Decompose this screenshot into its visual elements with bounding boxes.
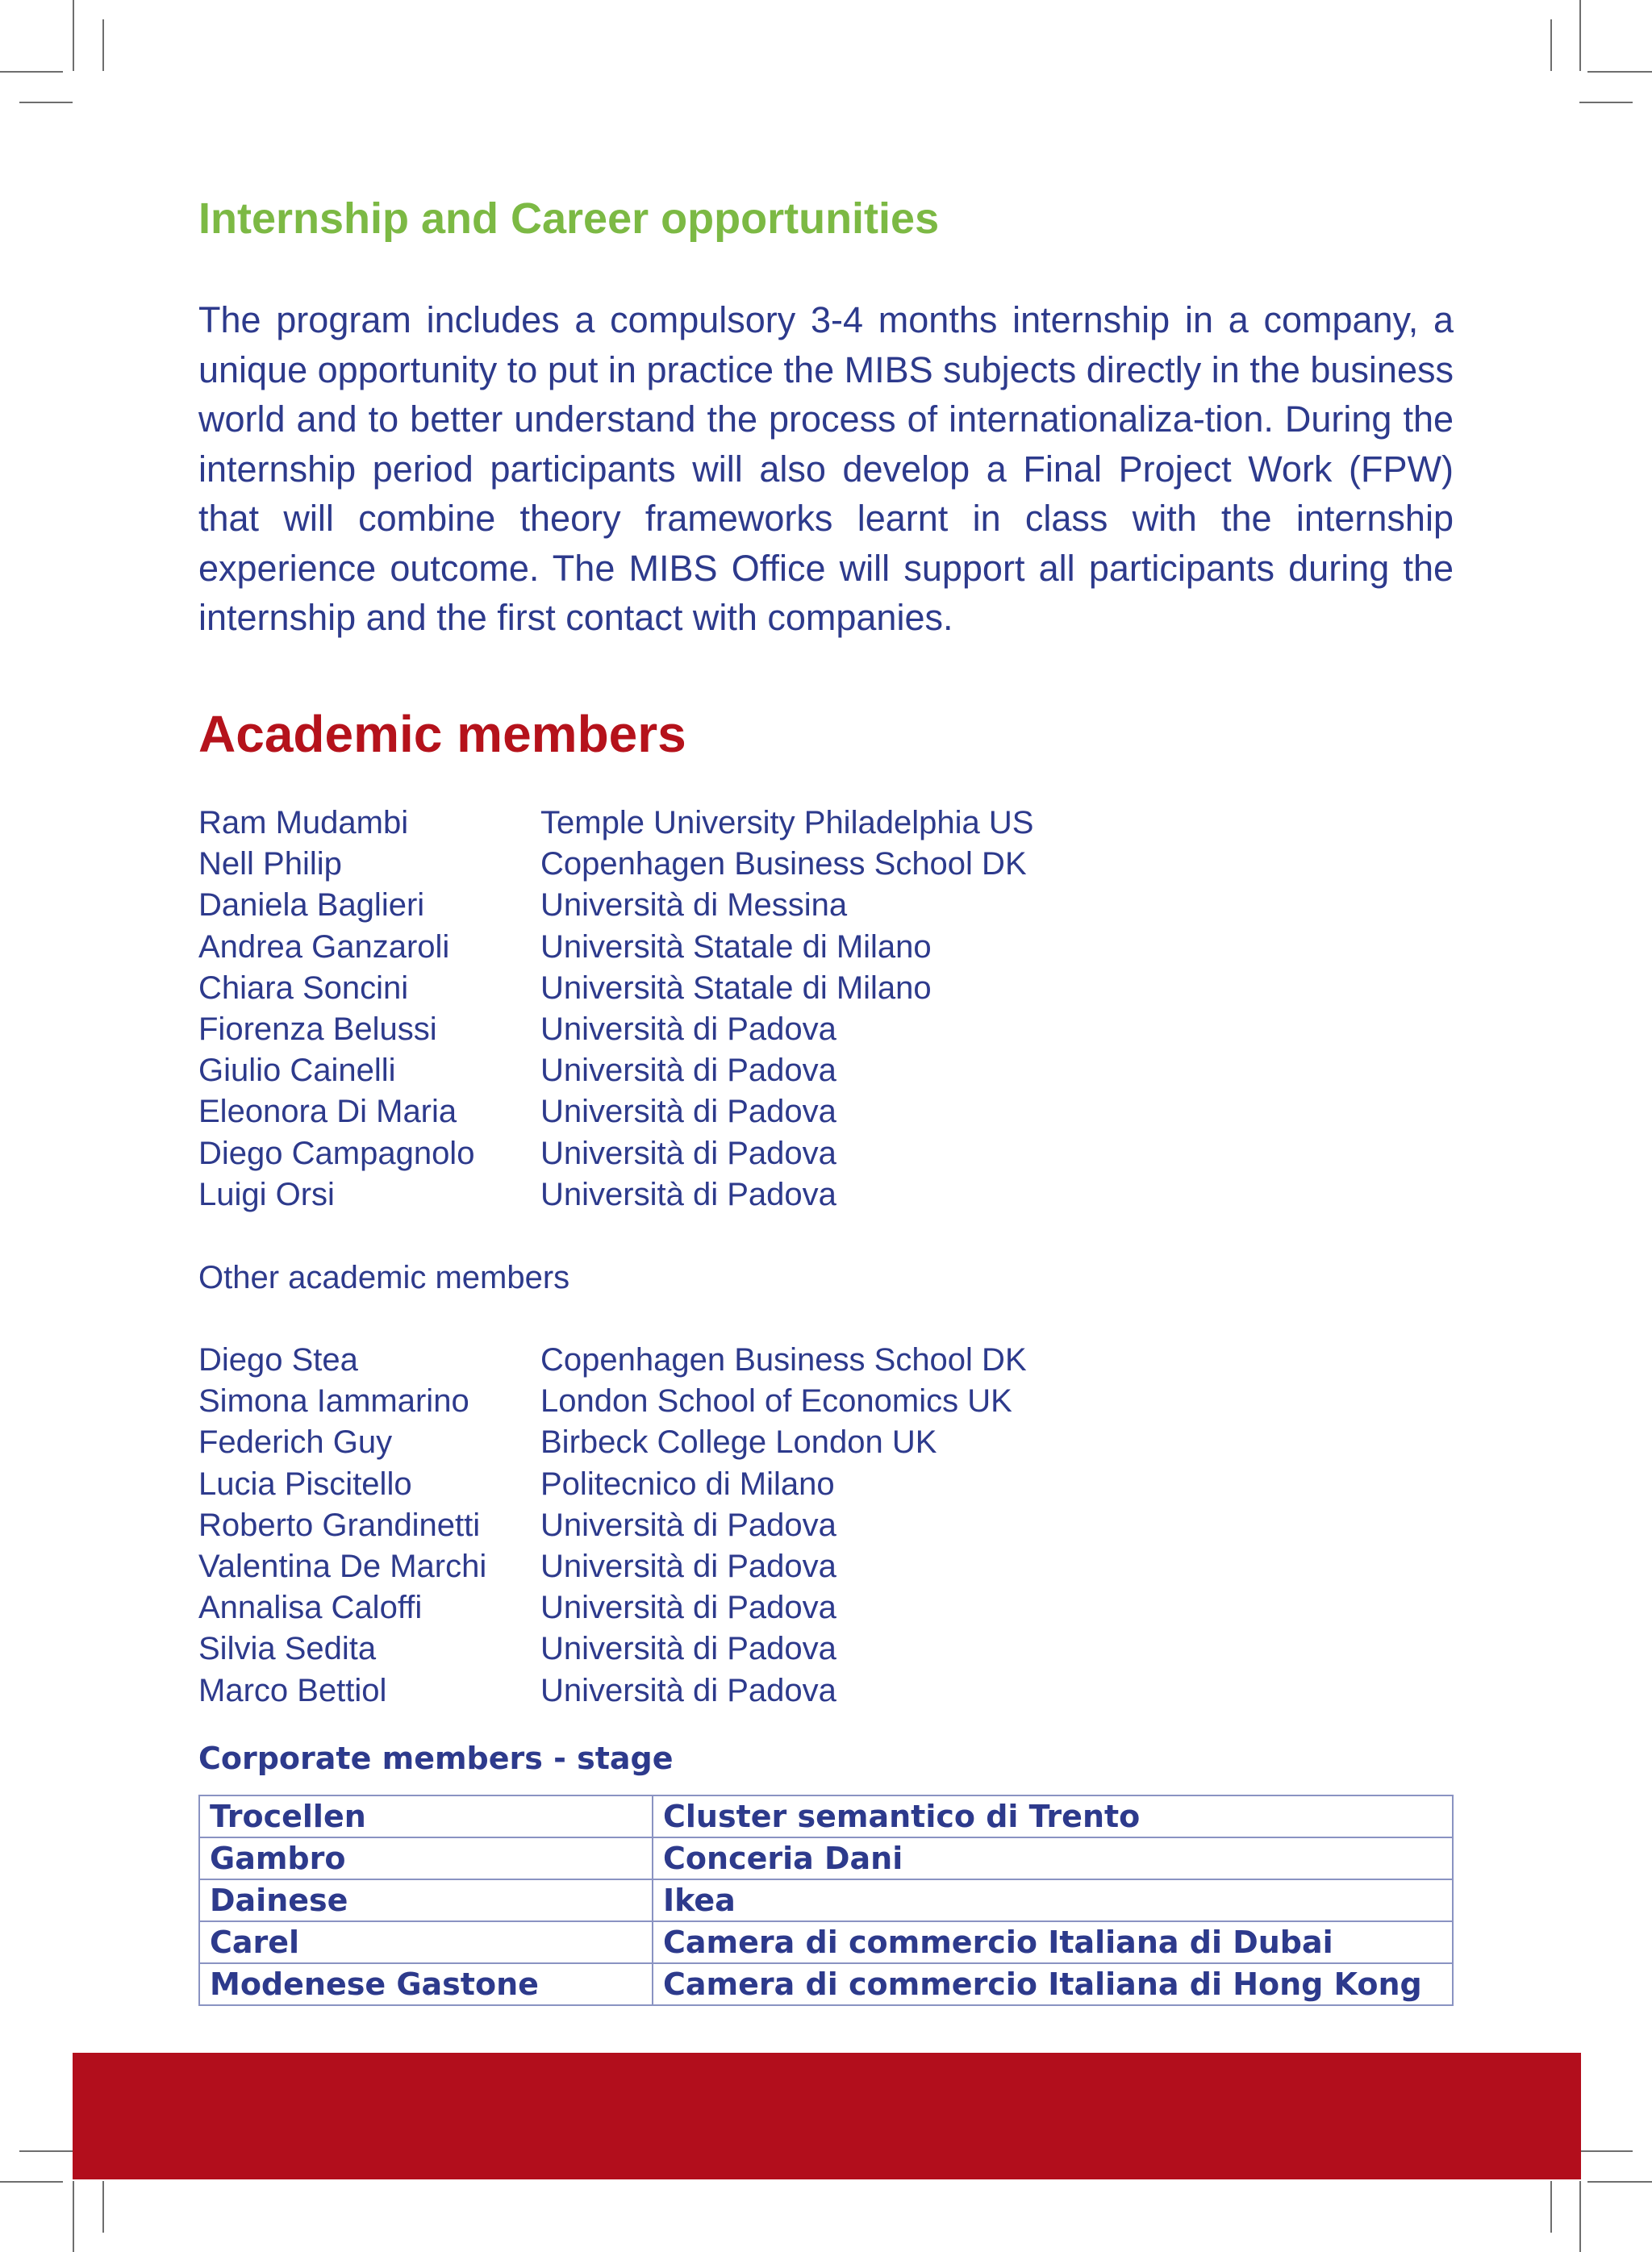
academic-members-list bbox=[198, 803, 1247, 1216]
list-item bbox=[198, 1133, 1247, 1174]
table-cell: Carel bbox=[199, 1921, 653, 1963]
member-name: Silvia Sedita bbox=[198, 1631, 377, 1667]
crop-mark bbox=[1550, 19, 1552, 71]
table-cell: Conceria Dani bbox=[653, 1837, 1453, 1879]
table-cell: Dainese bbox=[199, 1879, 653, 1921]
table-row bbox=[199, 1795, 1453, 1837]
member-name: Daniela Baglieri bbox=[198, 887, 425, 924]
crop-mark bbox=[1579, 2150, 1633, 2152]
footer-band bbox=[73, 2053, 1581, 2179]
crop-mark bbox=[102, 19, 104, 71]
member-affiliation: London School of Economics UK bbox=[540, 1383, 1012, 1420]
internship-paragraph: The program includes a compulsory 3-4 months internship in a company, a unique opportunity to put in practice the MIBS subjects directly in the business world and to better understand the process of internationaliza-tion. During the internship period participants will also develop a Final Project Work (FPW) that will combine theory frameworks learnt in class with the internship experience outcome. The MIBS Office will support all participants during the internship and the first contact with companies. bbox=[198, 299, 1454, 638]
list-item bbox=[198, 803, 1247, 844]
crop-mark bbox=[1579, 0, 1581, 71]
table-row bbox=[199, 1879, 1453, 1921]
crop-mark bbox=[73, 2181, 74, 2252]
member-affiliation: Università Statale di Milano bbox=[540, 928, 932, 965]
member-name: Giulio Cainelli bbox=[198, 1053, 396, 1089]
crop-mark bbox=[102, 2181, 104, 2233]
member-affiliation: Copenhagen Business School DK bbox=[540, 1342, 1027, 1378]
member-name: Roberto Grandinetti bbox=[198, 1507, 481, 1543]
crop-mark bbox=[1579, 2181, 1581, 2252]
crop-mark bbox=[1579, 102, 1633, 103]
member-affiliation: Università di Padova bbox=[540, 1672, 836, 1708]
member-affiliation: Università di Padova bbox=[540, 1053, 836, 1089]
member-affiliation: Università Statale di Milano bbox=[540, 970, 932, 1006]
crop-mark bbox=[0, 71, 63, 73]
member-name: Luigi Orsi bbox=[198, 1176, 335, 1212]
table-cell: Cluster semantico di Trento bbox=[653, 1795, 1453, 1837]
member-affiliation: Università di Padova bbox=[540, 1548, 836, 1584]
table-cell: Camera di commercio Italiana di Dubai bbox=[653, 1921, 1453, 1963]
crop-mark bbox=[1550, 2181, 1552, 2233]
list-item bbox=[198, 1340, 1247, 1381]
crop-mark bbox=[1587, 71, 1652, 73]
list-item bbox=[198, 1546, 1247, 1587]
list-item bbox=[198, 1670, 1247, 1712]
crop-mark bbox=[19, 102, 73, 103]
list-item bbox=[198, 1381, 1247, 1422]
list-item bbox=[198, 885, 1247, 926]
member-affiliation: Birbeck College London UK bbox=[540, 1424, 937, 1461]
member-name: Federich Guy bbox=[198, 1424, 393, 1461]
member-name: Andrea Ganzaroli bbox=[198, 928, 450, 965]
crop-mark bbox=[1587, 2181, 1652, 2183]
crop-mark bbox=[73, 0, 74, 71]
member-affiliation: Politecnico di Milano bbox=[540, 1466, 835, 1502]
table-row bbox=[199, 1921, 1453, 1963]
member-affiliation: Università di Padova bbox=[540, 1011, 836, 1047]
member-affiliation: Università di Padova bbox=[540, 1631, 836, 1667]
list-item bbox=[198, 1587, 1247, 1629]
member-affiliation: Università di Padova bbox=[540, 1176, 836, 1212]
member-affiliation: Università di Padova bbox=[540, 1135, 836, 1171]
list-item bbox=[198, 927, 1247, 968]
member-name: Marco Bettiol bbox=[198, 1672, 387, 1708]
table-cell: Trocellen bbox=[199, 1795, 653, 1837]
list-item bbox=[198, 1422, 1247, 1463]
list-item bbox=[198, 1505, 1247, 1546]
member-name: Diego Campagnolo bbox=[198, 1135, 475, 1171]
table-row bbox=[199, 1963, 1453, 2005]
member-affiliation: Università di Padova bbox=[540, 1590, 836, 1626]
member-affiliation: Temple University Philadelphia US bbox=[540, 805, 1034, 840]
crop-mark bbox=[19, 2150, 73, 2152]
list-item bbox=[198, 1050, 1247, 1091]
member-name: Annalisa Caloffi bbox=[198, 1590, 423, 1626]
other-academic-members-heading: Other academic members bbox=[198, 1260, 570, 1295]
member-name: Eleonora Di Maria bbox=[198, 1094, 457, 1130]
member-name: Ram Mudambi bbox=[198, 805, 409, 840]
table-row bbox=[199, 1837, 1453, 1879]
member-affiliation: Università di Messina bbox=[540, 887, 848, 924]
member-name: Nell Philip bbox=[198, 846, 342, 882]
list-item bbox=[198, 1629, 1247, 1670]
member-affiliation: Università di Padova bbox=[540, 1094, 836, 1130]
table-cell: Modenese Gastone bbox=[199, 1963, 653, 2005]
table-cell: Camera di commercio Italiana di Hong Kong bbox=[653, 1963, 1453, 2005]
table-cell: Gambro bbox=[199, 1837, 653, 1879]
member-name: Chiara Soncini bbox=[198, 970, 409, 1006]
corporate-members-heading: Corporate members - stage bbox=[198, 1741, 674, 1776]
member-name: Fiorenza Belussi bbox=[198, 1011, 437, 1047]
internship-heading: Internship and Career opportunities bbox=[198, 194, 940, 243]
member-name: Diego Stea bbox=[198, 1342, 358, 1378]
list-item bbox=[198, 844, 1247, 885]
crop-mark bbox=[0, 2181, 63, 2183]
member-name: Lucia Piscitello bbox=[198, 1466, 412, 1502]
member-name: Valentina De Marchi bbox=[198, 1548, 487, 1584]
list-item bbox=[198, 1464, 1247, 1505]
member-name: Simona Iammarino bbox=[198, 1383, 469, 1420]
list-item bbox=[198, 1174, 1247, 1216]
member-affiliation: Copenhagen Business School DK bbox=[540, 846, 1027, 882]
corporate-members-table bbox=[198, 1795, 1454, 2006]
academic-members-heading: Academic members bbox=[198, 705, 686, 763]
other-academic-members-list bbox=[198, 1340, 1247, 1712]
member-affiliation: Università di Padova bbox=[540, 1507, 836, 1543]
list-item bbox=[198, 1009, 1247, 1050]
list-item bbox=[198, 968, 1247, 1009]
table-cell: Ikea bbox=[653, 1879, 1453, 1921]
list-item bbox=[198, 1091, 1247, 1132]
